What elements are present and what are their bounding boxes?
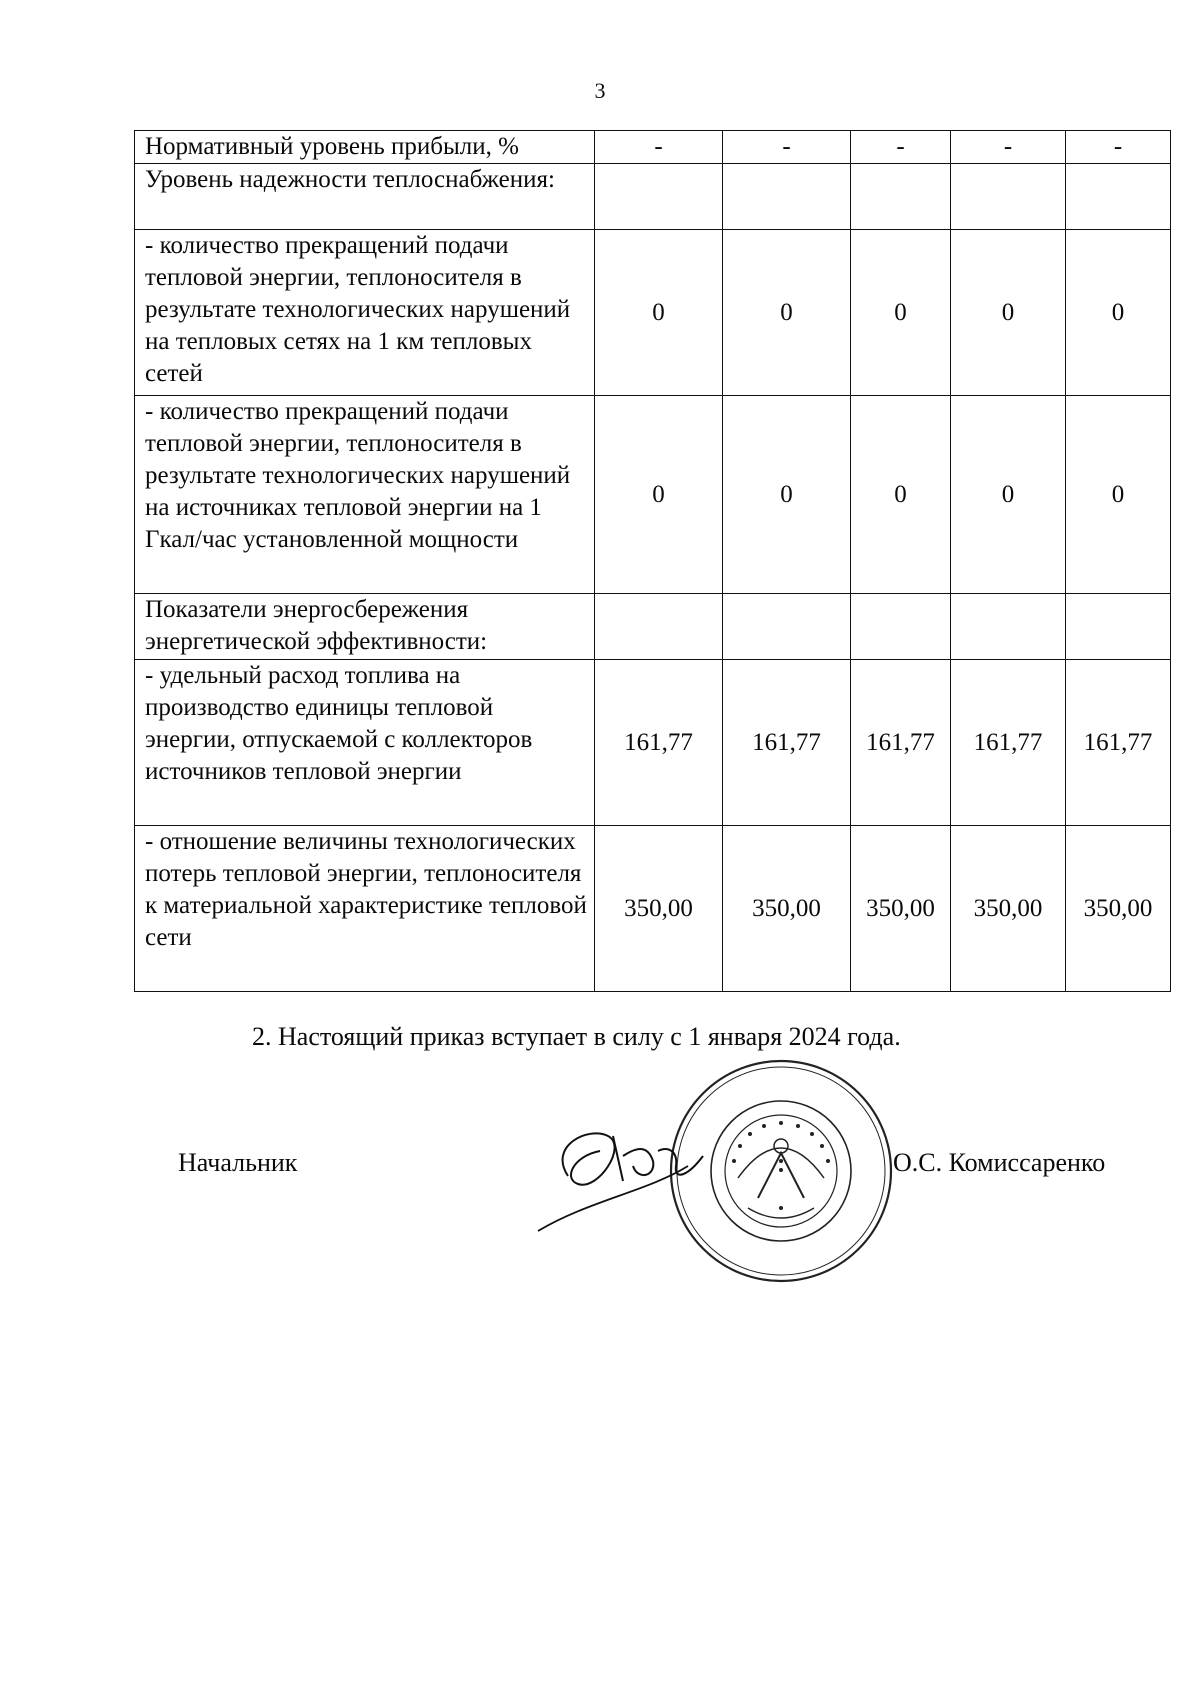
page-number: 3 bbox=[594, 78, 606, 103]
table-cell: 0 bbox=[1066, 396, 1171, 594]
table-cell bbox=[951, 594, 1066, 660]
table-row bbox=[135, 660, 1171, 826]
effective-date-clause: 2. Настоящий приказ вступает в силу с 1 января 2024 года. bbox=[252, 1022, 901, 1051]
table-cell bbox=[951, 164, 1066, 230]
table-cell bbox=[595, 164, 723, 230]
table-cell: 350,00 bbox=[723, 826, 851, 992]
table-cell: 350,00 bbox=[1066, 826, 1171, 992]
row-label: Уровень надежности теплоснабжения: bbox=[135, 164, 595, 230]
table-cell: 161,77 bbox=[1066, 660, 1171, 826]
table-cell bbox=[1066, 594, 1171, 660]
table-cell: 0 bbox=[595, 396, 723, 594]
table-cell: 0 bbox=[723, 230, 851, 396]
table-row bbox=[135, 396, 1171, 594]
table-cell: 0 bbox=[951, 396, 1066, 594]
row-label: - количество прекращений подачи тепловой энергии, теплоносителя в результате технологических нарушений на тепловых сетях на 1 км тепловых сетей bbox=[135, 230, 595, 396]
table-cell: 0 bbox=[951, 230, 1066, 396]
table-row bbox=[135, 230, 1171, 396]
table-row bbox=[135, 131, 1171, 164]
table-cell: 350,00 bbox=[951, 826, 1066, 992]
table-cell bbox=[595, 594, 723, 660]
table-cell: 0 bbox=[851, 230, 951, 396]
table-cell bbox=[851, 594, 951, 660]
row-label: Показатели энергосбережения энергетической эффективности: bbox=[135, 594, 595, 660]
table-cell: - bbox=[723, 131, 851, 164]
table-cell: - bbox=[951, 131, 1066, 164]
table-cell bbox=[851, 164, 951, 230]
table-cell: 0 bbox=[1066, 230, 1171, 396]
table-cell: 0 bbox=[595, 230, 723, 396]
handwritten-signature bbox=[528, 1106, 788, 1246]
table-cell: - bbox=[851, 131, 951, 164]
row-label: - отношение величины технологических потерь тепловой энергии, теплоносителя к материальной характеристике тепловой сети bbox=[135, 826, 595, 992]
table-cell bbox=[723, 164, 851, 230]
row-label: - удельный расход топлива на производство единицы тепловой энергии, отпускаемой с коллекторов источников тепловой энергии bbox=[135, 660, 595, 826]
table-cell: 350,00 bbox=[595, 826, 723, 992]
table-cell: - bbox=[595, 131, 723, 164]
table-row bbox=[135, 594, 1171, 660]
indicators-table bbox=[134, 130, 1171, 992]
table-cell bbox=[1066, 164, 1171, 230]
table-cell: 350,00 bbox=[851, 826, 951, 992]
signer-name: О.С. Комиссаренко bbox=[893, 1148, 1106, 1177]
table-cell: 0 bbox=[851, 396, 951, 594]
table-cell: 161,77 bbox=[595, 660, 723, 826]
row-label: - количество прекращений подачи тепловой энергии, теплоносителя в результате технологических нарушений на источниках тепловой энергии на 1 Гкал/час установленной мощности bbox=[135, 396, 595, 594]
table-row bbox=[135, 826, 1171, 992]
row-label: Нормативный уровень прибыли, % bbox=[135, 131, 595, 164]
table-cell: - bbox=[1066, 131, 1171, 164]
table-cell: 161,77 bbox=[951, 660, 1066, 826]
signer-position: Начальник bbox=[178, 1148, 298, 1177]
table-row bbox=[135, 164, 1171, 230]
table-cell: 0 bbox=[723, 396, 851, 594]
table-cell: 161,77 bbox=[851, 660, 951, 826]
table-cell: 161,77 bbox=[723, 660, 851, 826]
table-cell bbox=[723, 594, 851, 660]
